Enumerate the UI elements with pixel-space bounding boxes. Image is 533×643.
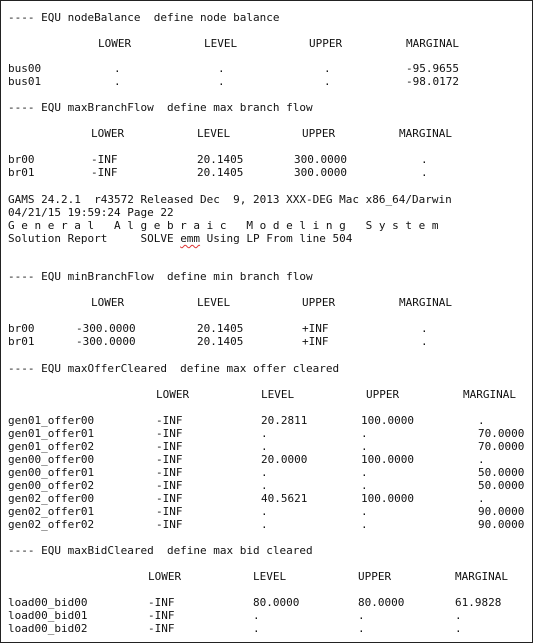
header-upper: UPPER bbox=[358, 570, 392, 583]
row-label: gen01_offer00 bbox=[8, 414, 95, 427]
level-value: . bbox=[261, 505, 268, 518]
table-row bbox=[8, 505, 528, 518]
upper-value: . bbox=[324, 62, 331, 75]
section-heading: ---- EQU maxOfferCleared define max offer cleared bbox=[8, 362, 340, 375]
upper-value: . bbox=[324, 75, 331, 88]
upper-value: +INF bbox=[302, 322, 329, 335]
marginal-value: 50.0000 bbox=[478, 479, 525, 492]
row-label: br01 bbox=[8, 335, 35, 348]
header-upper: UPPER bbox=[309, 37, 343, 50]
level-value: . bbox=[261, 466, 268, 479]
lower-value: -INF bbox=[148, 622, 175, 635]
lower-value: . bbox=[114, 75, 121, 88]
level-value: . bbox=[218, 75, 225, 88]
lower-value: . bbox=[114, 62, 121, 75]
level-value: . bbox=[218, 62, 225, 75]
level-value: 20.1405 bbox=[197, 335, 244, 348]
lower-value: -INF bbox=[156, 453, 183, 466]
header-upper: UPPER bbox=[302, 127, 336, 140]
marginal-value: 90.0000 bbox=[478, 518, 525, 531]
marginal-value: . bbox=[478, 414, 485, 427]
page-header-date: 04/21/15 19:59:24 Page 22 bbox=[8, 206, 174, 219]
page-header-version: GAMS 24.2.1 r43572 Released Dec 9, 2013 XXX-DEG Mac x86_64/Darwin bbox=[8, 193, 452, 206]
column-header-row bbox=[8, 570, 528, 583]
page-header-report bbox=[8, 232, 528, 245]
table-row bbox=[8, 596, 528, 609]
marginal-value: . bbox=[421, 322, 428, 335]
lower-value: -INF bbox=[148, 609, 175, 622]
lower-value: -INF bbox=[156, 492, 183, 505]
section-heading: ---- EQU nodeBalance define node balance bbox=[8, 11, 280, 24]
level-value: . bbox=[261, 518, 268, 531]
row-label: load00_bid01 bbox=[8, 609, 88, 622]
upper-value: 300.0000 bbox=[294, 153, 347, 166]
level-value: 20.1405 bbox=[197, 153, 244, 166]
lower-value: -INF bbox=[91, 166, 118, 179]
lower-value: -INF bbox=[148, 596, 175, 609]
level-value: 20.2811 bbox=[261, 414, 308, 427]
header-lower: LOWER bbox=[148, 570, 182, 583]
table-row bbox=[8, 492, 528, 505]
lower-value: -INF bbox=[156, 479, 183, 492]
header-level: LEVEL bbox=[261, 388, 295, 401]
report-suffix: Using LP From line 504 bbox=[200, 232, 353, 245]
marginal-value: . bbox=[455, 622, 462, 635]
header-lower: LOWER bbox=[98, 37, 132, 50]
row-label: gen02_offer01 bbox=[8, 505, 95, 518]
upper-value: 300.0000 bbox=[294, 166, 347, 179]
header-level: LEVEL bbox=[253, 570, 287, 583]
report-prefix: Solution Report SOLVE bbox=[8, 232, 181, 245]
column-header-row bbox=[8, 388, 528, 401]
header-lower: LOWER bbox=[91, 127, 125, 140]
marginal-value: 70.0000 bbox=[478, 427, 525, 440]
marginal-value: 61.9828 bbox=[455, 596, 502, 609]
row-label: load00_bid02 bbox=[8, 622, 88, 635]
row-label: gen02_offer00 bbox=[8, 492, 95, 505]
row-label: gen02_offer02 bbox=[8, 518, 95, 531]
table-row bbox=[8, 466, 528, 479]
column-header-row bbox=[8, 296, 528, 309]
marginal-value: . bbox=[421, 153, 428, 166]
lower-value: -300.0000 bbox=[76, 335, 136, 348]
table-row bbox=[8, 153, 528, 166]
marginal-value: 50.0000 bbox=[478, 466, 525, 479]
level-value: . bbox=[261, 440, 268, 453]
column-header-row bbox=[8, 127, 528, 140]
lower-value: -INF bbox=[156, 518, 183, 531]
marginal-value: 70.0000 bbox=[478, 440, 525, 453]
table-row bbox=[8, 518, 528, 531]
marginal-value: -95.9655 bbox=[406, 62, 459, 75]
level-value: 20.0000 bbox=[261, 453, 308, 466]
marginal-value: . bbox=[421, 166, 428, 179]
marginal-value: 90.0000 bbox=[478, 505, 525, 518]
table-row bbox=[8, 62, 528, 75]
row-label: br00 bbox=[8, 322, 35, 335]
row-label: gen00_offer00 bbox=[8, 453, 95, 466]
table-row bbox=[8, 427, 528, 440]
marginal-value: . bbox=[455, 609, 462, 622]
header-level: LEVEL bbox=[197, 296, 231, 309]
marginal-value: . bbox=[478, 453, 485, 466]
header-marginal: MARGINAL bbox=[399, 296, 452, 309]
table-row bbox=[8, 414, 528, 427]
column-header-row bbox=[8, 37, 528, 50]
lower-value: -INF bbox=[156, 466, 183, 479]
row-label: gen01_offer02 bbox=[8, 440, 95, 453]
section-heading: ---- EQU maxBranchFlow define max branch flow bbox=[8, 101, 313, 114]
upper-value: . bbox=[361, 466, 368, 479]
page-header-system: G e n e r a l A l g e b r a i c M o d e l i n g S y s t e m bbox=[8, 219, 439, 232]
table-row bbox=[8, 479, 528, 492]
upper-value: . bbox=[361, 518, 368, 531]
upper-value: . bbox=[361, 440, 368, 453]
upper-value: . bbox=[358, 609, 365, 622]
lower-value: -INF bbox=[156, 414, 183, 427]
header-lower: LOWER bbox=[156, 388, 190, 401]
lower-value: -INF bbox=[156, 505, 183, 518]
level-value: . bbox=[261, 479, 268, 492]
table-row bbox=[8, 322, 528, 335]
table-row bbox=[8, 622, 528, 635]
marginal-value: . bbox=[421, 335, 428, 348]
header-marginal: MARGINAL bbox=[399, 127, 452, 140]
upper-value: . bbox=[361, 505, 368, 518]
header-lower: LOWER bbox=[91, 296, 125, 309]
table-row bbox=[8, 453, 528, 466]
level-value: 20.1405 bbox=[197, 166, 244, 179]
header-upper: UPPER bbox=[302, 296, 336, 309]
table-row bbox=[8, 335, 528, 348]
upper-value: . bbox=[361, 427, 368, 440]
row-label: bus01 bbox=[8, 75, 42, 88]
row-label: gen00_offer01 bbox=[8, 466, 95, 479]
header-marginal: MARGINAL bbox=[463, 388, 516, 401]
upper-value: 100.0000 bbox=[361, 492, 414, 505]
lower-value: -INF bbox=[91, 153, 118, 166]
level-value: . bbox=[253, 622, 260, 635]
level-value: 80.0000 bbox=[253, 596, 300, 609]
header-level: LEVEL bbox=[197, 127, 231, 140]
marginal-value: -98.0172 bbox=[406, 75, 459, 88]
row-label: gen00_offer02 bbox=[8, 479, 95, 492]
row-label: br01 bbox=[8, 166, 35, 179]
upper-value: . bbox=[358, 622, 365, 635]
marginal-value: . bbox=[478, 492, 485, 505]
row-label: gen01_offer01 bbox=[8, 427, 95, 440]
table-row bbox=[8, 609, 528, 622]
level-value: . bbox=[261, 427, 268, 440]
upper-value: +INF bbox=[302, 335, 329, 348]
row-label: br00 bbox=[8, 153, 35, 166]
header-marginal: MARGINAL bbox=[455, 570, 508, 583]
table-row bbox=[8, 440, 528, 453]
level-value: 20.1405 bbox=[197, 322, 244, 335]
row-label: bus00 bbox=[8, 62, 42, 75]
upper-value: 100.0000 bbox=[361, 453, 414, 466]
level-value: . bbox=[253, 609, 260, 622]
header-level: LEVEL bbox=[204, 37, 238, 50]
header-upper: UPPER bbox=[366, 388, 400, 401]
lower-value: -INF bbox=[156, 440, 183, 453]
level-value: 40.5621 bbox=[261, 492, 308, 505]
model-name: emm bbox=[180, 232, 201, 245]
lower-value: -300.0000 bbox=[76, 322, 136, 335]
upper-value: . bbox=[361, 479, 368, 492]
table-row bbox=[8, 166, 528, 179]
section-heading: ---- EQU maxBidCleared define max bid cleared bbox=[8, 544, 313, 557]
row-label: load00_bid00 bbox=[8, 596, 88, 609]
upper-value: 100.0000 bbox=[361, 414, 414, 427]
table-row bbox=[8, 75, 528, 88]
section-heading: ---- EQU minBranchFlow define min branch flow bbox=[8, 270, 313, 283]
lower-value: -INF bbox=[156, 427, 183, 440]
header-marginal: MARGINAL bbox=[406, 37, 459, 50]
upper-value: 80.0000 bbox=[358, 596, 405, 609]
